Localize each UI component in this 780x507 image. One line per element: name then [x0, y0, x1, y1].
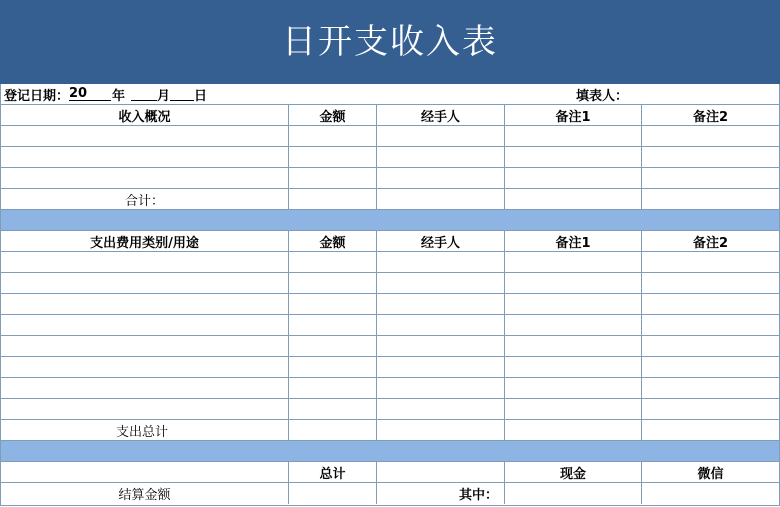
income-cell[interactable]: [377, 126, 505, 146]
income-row[interactable]: [1, 126, 779, 147]
income-cell[interactable]: [642, 126, 779, 146]
income-header-row: [1, 105, 779, 126]
income-cell[interactable]: [289, 147, 377, 167]
expense-cell[interactable]: [377, 252, 505, 272]
expense-cell[interactable]: [289, 252, 377, 272]
income-row[interactable]: [1, 168, 779, 189]
income-handler-header: 经手人: [377, 105, 505, 125]
expense-cell[interactable]: [1, 252, 289, 272]
income-cell[interactable]: [377, 168, 505, 188]
income-cell[interactable]: [1, 126, 289, 146]
expense-cell[interactable]: [505, 336, 642, 356]
section-separator: [1, 441, 779, 462]
filler-label: 填表人：: [576, 88, 629, 104]
expense-cell[interactable]: [1, 315, 289, 335]
settlement-header-row: [1, 462, 779, 483]
sheet-title: 日开支收入表: [282, 22, 498, 62]
expense-cell[interactable]: [377, 315, 505, 335]
expense-cell[interactable]: [505, 378, 642, 398]
settlement-blank: [377, 462, 505, 482]
expense-cell[interactable]: [642, 252, 779, 272]
expense-cell[interactable]: [505, 273, 642, 293]
expense-amount-header: 金额: [289, 231, 377, 251]
income-cell[interactable]: [377, 147, 505, 167]
expense-handler-header: 经手人: [377, 231, 505, 251]
month-blank[interactable]: [131, 87, 157, 101]
settlement-label: 结算金额: [1, 483, 289, 504]
income-cell[interactable]: [505, 147, 642, 167]
cash-value[interactable]: [505, 483, 642, 504]
day-blank[interactable]: [170, 87, 194, 101]
year-prefix: 20: [69, 86, 88, 101]
income-cell[interactable]: [1, 168, 289, 188]
expense-note1-header: 备注1: [505, 231, 642, 251]
income-cell[interactable]: [505, 168, 642, 188]
month-unit: 月: [157, 88, 171, 104]
expense-total-amount[interactable]: [289, 420, 377, 440]
expense-cell[interactable]: [377, 336, 505, 356]
expense-row[interactable]: [1, 336, 779, 357]
income-cell[interactable]: [642, 168, 779, 188]
expense-header-row: [1, 231, 779, 252]
expense-cell[interactable]: [1, 357, 289, 377]
expense-cell[interactable]: [642, 357, 779, 377]
income-cell[interactable]: [289, 168, 377, 188]
form-grid: [0, 84, 780, 506]
expense-cell[interactable]: [642, 273, 779, 293]
expense-cell[interactable]: [1, 336, 289, 356]
expense-cell[interactable]: [642, 336, 779, 356]
income-total-amount[interactable]: [289, 189, 377, 209]
expense-cell[interactable]: [289, 399, 377, 419]
expense-cell[interactable]: [377, 399, 505, 419]
expense-cell[interactable]: [642, 294, 779, 314]
expense-total-cell[interactable]: [642, 420, 779, 440]
expense-cell[interactable]: [289, 378, 377, 398]
income-amount-header: 金额: [289, 105, 377, 125]
info-row: [1, 84, 779, 105]
income-note1-header: 备注1: [505, 105, 642, 125]
expense-cell[interactable]: [289, 357, 377, 377]
expense-total-cell[interactable]: [505, 420, 642, 440]
expense-row[interactable]: [1, 378, 779, 399]
expense-cell[interactable]: [642, 315, 779, 335]
expense-total-cell[interactable]: [377, 420, 505, 440]
expense-cell[interactable]: [505, 399, 642, 419]
expense-row[interactable]: [1, 315, 779, 336]
expense-cell[interactable]: [289, 315, 377, 335]
expense-cell[interactable]: [377, 273, 505, 293]
income-cell[interactable]: [289, 126, 377, 146]
income-total-row: [1, 189, 779, 210]
expense-row[interactable]: [1, 294, 779, 315]
expense-cell[interactable]: [1, 273, 289, 293]
expense-note2-header: 备注2: [692, 235, 729, 251]
of-which-label: 其中：: [377, 483, 505, 504]
year-unit: 年: [112, 88, 126, 104]
income-total-label: 合计：: [1, 189, 289, 209]
income-total-cell[interactable]: [642, 189, 779, 209]
day-unit: 日: [194, 88, 208, 104]
income-row[interactable]: [1, 147, 779, 168]
expense-cell[interactable]: [377, 378, 505, 398]
expense-row[interactable]: [1, 252, 779, 273]
income-total-cell[interactable]: [505, 189, 642, 209]
expense-total-row: [1, 420, 779, 441]
section-separator: [1, 210, 779, 231]
expense-cell[interactable]: [505, 357, 642, 377]
income-total-cell[interactable]: [377, 189, 505, 209]
filler-field[interactable]: [576, 84, 628, 104]
expense-cell[interactable]: [505, 294, 642, 314]
wechat-value[interactable]: [642, 483, 779, 504]
expense-row[interactable]: [1, 399, 779, 420]
settlement-blank: [1, 462, 289, 482]
expense-cell[interactable]: [289, 294, 377, 314]
expense-total-label: 支出总计: [1, 420, 289, 440]
income-overview-header: 收入概况: [1, 105, 289, 125]
expense-cell[interactable]: [1, 378, 289, 398]
expense-cell[interactable]: [642, 399, 779, 419]
date-label: 登记日期：: [4, 88, 70, 104]
expense-cell[interactable]: [377, 294, 505, 314]
expense-cell[interactable]: [1, 399, 289, 419]
expense-category-header: 支出费用类别/用途: [1, 231, 289, 251]
income-cell[interactable]: [1, 147, 289, 167]
expense-cell[interactable]: [377, 357, 505, 377]
income-cell[interactable]: [505, 126, 642, 146]
income-cell[interactable]: [642, 147, 779, 167]
expense-row[interactable]: [1, 273, 779, 294]
expense-cell[interactable]: [289, 336, 377, 356]
title-banner: [0, 0, 780, 84]
cash-header: 现金: [505, 462, 642, 482]
expense-cell[interactable]: [1, 294, 289, 314]
expense-cell[interactable]: [505, 315, 642, 335]
date-field[interactable]: [4, 84, 207, 104]
settlement-row: [1, 483, 779, 504]
expense-cell[interactable]: [289, 273, 377, 293]
settlement-total-header: 总计: [289, 462, 377, 482]
expense-cell[interactable]: [642, 378, 779, 398]
income-note2-header: 备注2: [692, 109, 729, 125]
expense-cell[interactable]: [505, 252, 642, 272]
wechat-header: 微信: [697, 466, 724, 482]
year-blank[interactable]: [69, 87, 111, 101]
settlement-total-value[interactable]: [289, 483, 377, 504]
expense-row[interactable]: [1, 357, 779, 378]
